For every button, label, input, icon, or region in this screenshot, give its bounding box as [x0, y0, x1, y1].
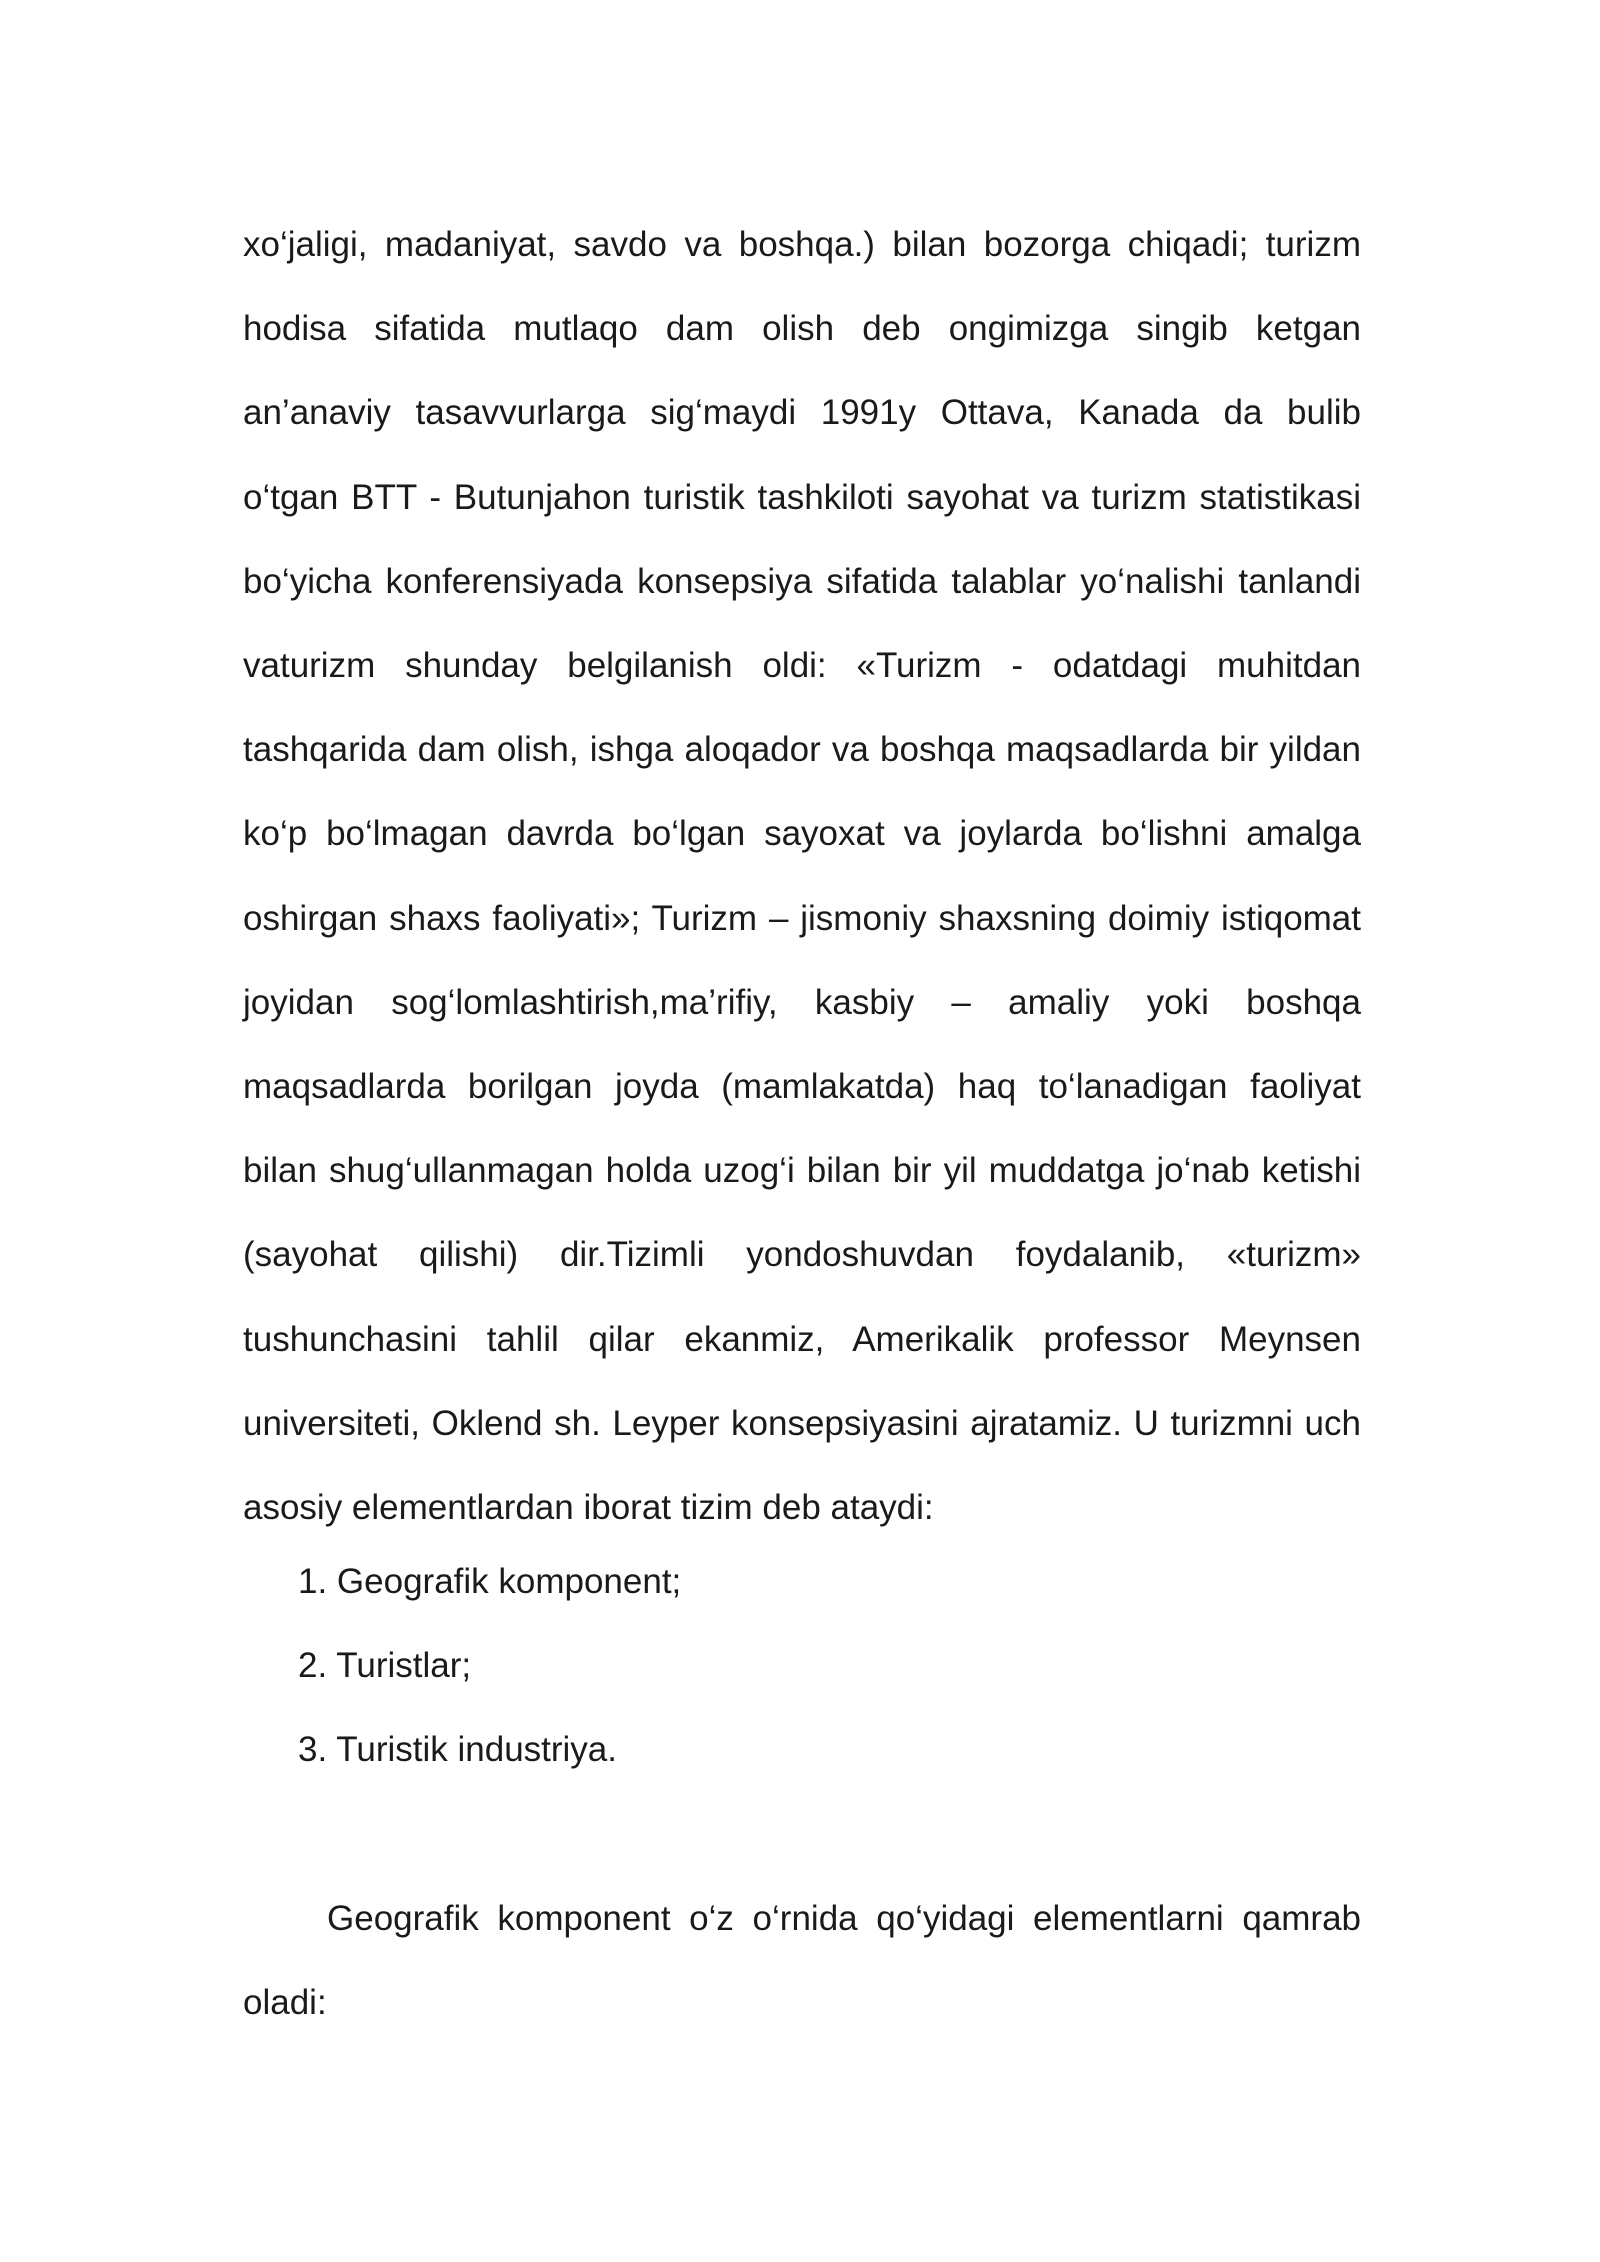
numbered-list — [298, 1540, 681, 1793]
list-item: 2. Turistlar; — [298, 1646, 472, 1686]
body-paragraph: xo‘jaligi, madaniyat, savdo va boshqa.) bilan bozorga chiqadi; turizm hodisa sifatida mutlaqo dam olish deb ongimizga singib ketgan an’anaviy tasavvurlarga sig‘maydi 1991y Ottava, Kanada da bulib o‘tgan BTT - Butunjahon turistik tashkiloti sayohat va turizm statistikasi bo‘yicha konferensiyada konsepsiya sifatida talablar yo‘nalishi tanlandi vaturizm shunday belgilanish oldi: «Turizm - odatdagi muhitdan tashqarida dam olish, ishga aloqador va boshqa maqsadlarda bir yildan ko‘p bo‘lmagan davrda bo‘lgan sayoxat va joylarda bo‘lishni amalga oshirgan shaxs faoliyati»; Turizm – jismoniy shaxsning doimiy istiqomat joyidan sog‘lomlashtirish,ma’rifiy, kasbiy – amaliy yoki boshqa maqsadlarda borilgan joyda (mamlakatda) haq to‘lanadigan faoliyat bilan shug‘ullanmagan holda uzog‘i bilan bir yil muddatga jo‘nab ketishi (sayohat qilishi) dir.Tizimli yondoshuvdan foydalanib, «turizm» tushunchasini tahlil qilar ekanmiz, Amerikalik professor Meynsen universiteti, Oklend sh. Leyper konsepsiyasini ajratamiz. U turizmni uch asosiy elementlardan iborat tizim deb ataydi: — [243, 225, 1361, 1528]
list-item: 1. Geografik komponent; — [298, 1562, 682, 1601]
indented-paragraph: Geografik komponent o‘z o‘rnida qo‘yidagi elementlarni qamrab oladi: — [243, 1899, 1361, 2023]
list-item: 3. Turistik industriya. — [298, 1730, 617, 1770]
